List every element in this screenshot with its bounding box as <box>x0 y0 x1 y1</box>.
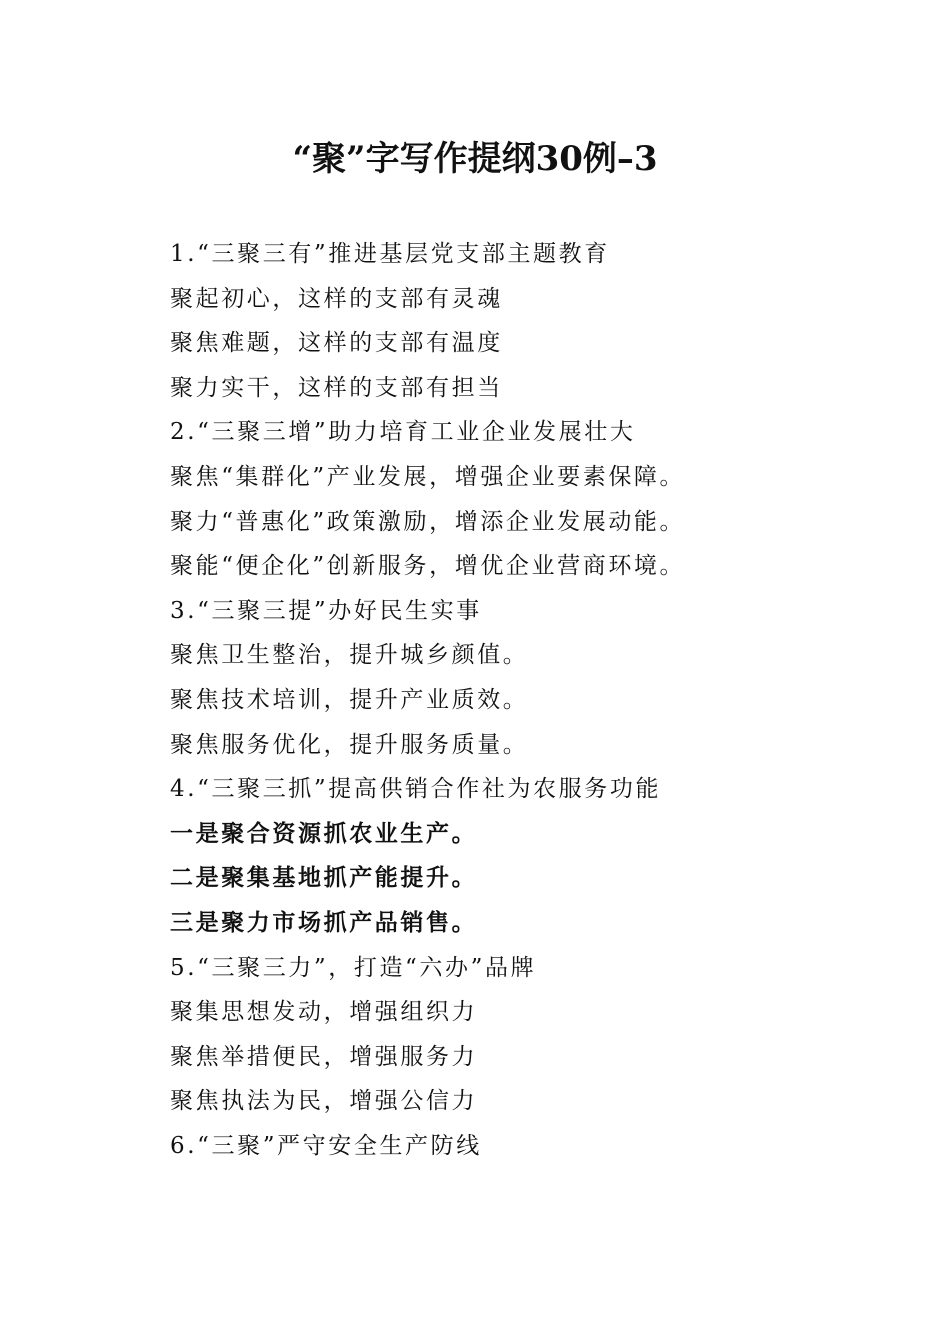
outline-line: 聚焦举措便民，增强服务力 <box>170 1043 478 1070</box>
outline-line: 聚焦执法为民，增强公信力 <box>170 1088 478 1115</box>
outline-line: 聚起初心，这样的支部有灵魂 <box>170 285 503 312</box>
outline-line-bold: 三是聚力市场抓产品销售。 <box>170 908 478 936</box>
outline-line: 聚焦技术培训，提升产业质效。 <box>170 686 529 713</box>
outline-line: 聚力实干，这样的支部有担当 <box>170 374 503 401</box>
outline-line: 聚集思想发动，增强组织力 <box>170 999 478 1026</box>
outline-heading-5: 5.“三聚三力”，打造“六办”品牌 <box>170 954 537 981</box>
outline-line: 聚能“便企化”创新服务，增优企业营商环境。 <box>170 553 686 580</box>
outline-line: 聚焦难题，这样的支部有温度 <box>170 330 503 357</box>
outline-line: 聚焦卫生整治，提升城乡颜值。 <box>170 642 529 669</box>
outline-heading-3: 3.“三聚三提”办好民生实事 <box>170 597 482 624</box>
outline-line: 聚焦“集群化”产业发展，增强企业要素保障。 <box>170 463 686 490</box>
outline-heading-4: 4.“三聚三抓”提高供销合作社为农服务功能 <box>170 776 662 803</box>
outline-line: 聚力“普惠化”政策激励，增添企业发展动能。 <box>170 508 686 535</box>
outline-line-bold: 二是聚集基地抓产能提升。 <box>170 864 478 892</box>
outline-line-bold: 一是聚合资源抓农业生产。 <box>170 819 478 847</box>
outline-heading-2: 2.“三聚三增”助力培育工业企业发展壮大 <box>170 419 636 446</box>
outline-list <box>170 232 870 1168</box>
outline-heading-1: 1.“三聚三有”推进基层党支部主题教育 <box>170 241 610 267</box>
outline-line: 聚焦服务优化，提升服务质量。 <box>170 731 529 758</box>
document-title: “聚”字写作提纲30例–3 <box>292 139 658 179</box>
outline-heading-6: 6.“三聚”严守安全生产防线 <box>170 1132 482 1159</box>
